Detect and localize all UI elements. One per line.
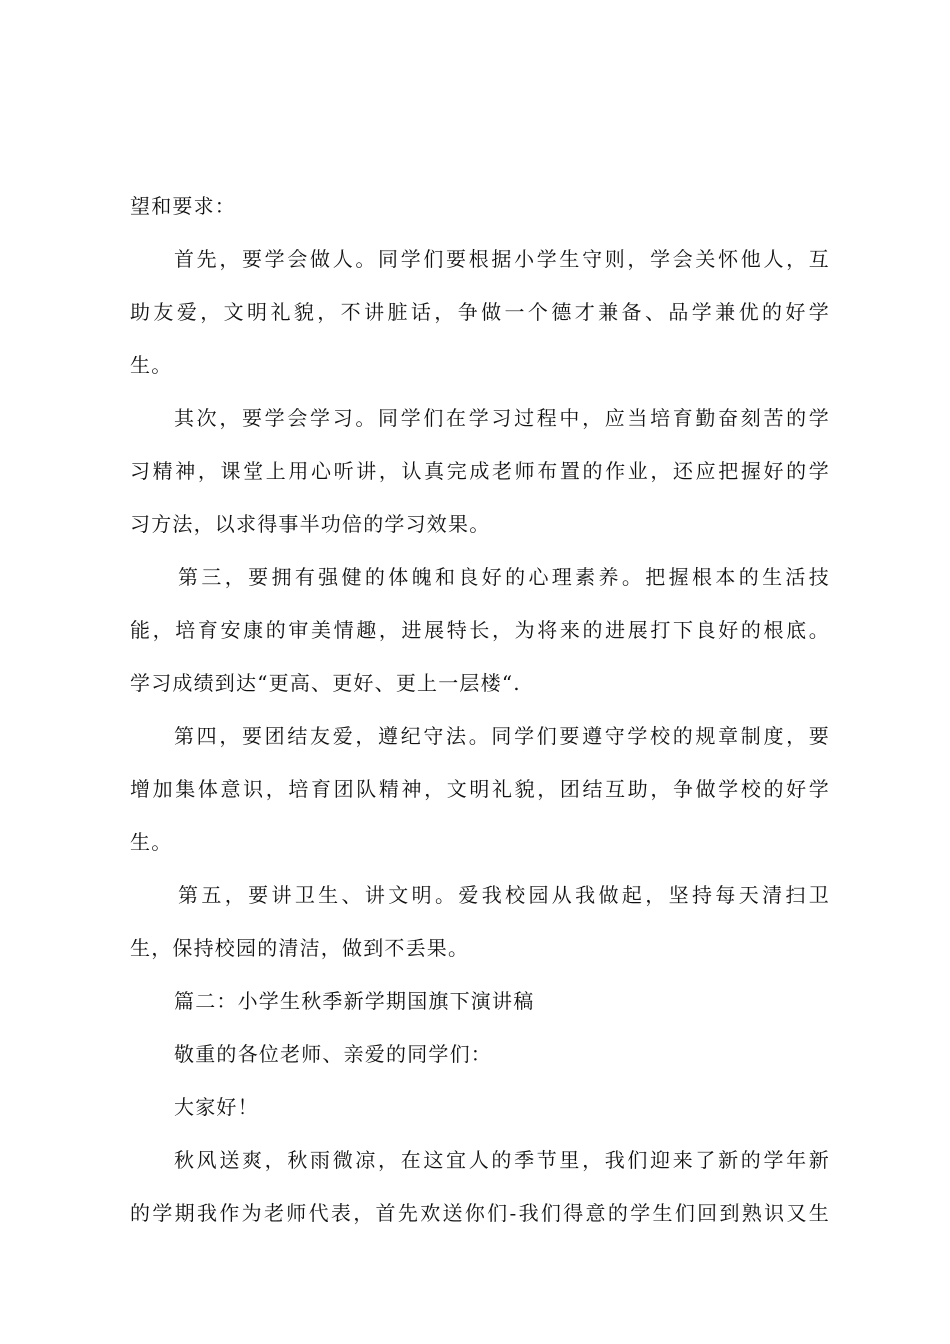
paragraph-first-line: 其次，要学会学习。同学们在学习过程中，应当培育勤奋刻苦的学 bbox=[174, 406, 830, 430]
paragraph-first-line: 首先，要学会做人。同学们要根据小学生守则，学会关怀他人，互 bbox=[174, 247, 830, 271]
paragraph-first-line: 秋风送爽，秋雨微凉，在这宜人的季节里，我们迎来了新的学年新 bbox=[174, 1148, 830, 1172]
text-line: 增加集体意识，培育团队精神，文明礼貌，团结互助，争做学校的好学 bbox=[130, 777, 830, 801]
paragraph-first-line: 第三，要拥有强健的体魄和良好的心理素养。把握根本的生活技 bbox=[178, 565, 830, 589]
text-line: 能，培育安康的审美情趣，进展特长，为将来的进展打下良好的根底。 bbox=[130, 618, 830, 642]
greeting: 大家好！ bbox=[174, 1095, 259, 1119]
text-line: 学习成绩到达“更高、更好、更上一层楼“. bbox=[130, 671, 521, 695]
paragraph-first-line: 第五，要讲卫生、讲文明。爱我校园从我做起，坚持每天清扫卫 bbox=[178, 883, 830, 907]
text-line: 习精神，课堂上用心听讲，认真完成老师布置的作业，还应把握好的学 bbox=[130, 459, 830, 483]
text-line: 助友爱，文明礼貌，不讲脏话，争做一个德才兼备、品学兼优的好学 bbox=[130, 300, 830, 324]
paragraph-first-line: 第四，要团结友爱，遵纪守法。同学们要遵守学校的规章制度，要 bbox=[174, 724, 830, 748]
section-heading: 篇二：小学生秋季新学期国旗下演讲稿 bbox=[174, 989, 535, 1013]
document-body bbox=[130, 180, 830, 1240]
text-line: 习方法，以求得事半功倍的学习效果。 bbox=[130, 512, 491, 536]
text-line: 望和要求： bbox=[130, 194, 236, 218]
text-line: 生。 bbox=[130, 353, 173, 377]
text-line: 生，保持校园的清洁，做到不丢果。 bbox=[130, 936, 470, 960]
text-line: 生。 bbox=[130, 830, 173, 854]
salutation: 敬重的各位老师、亲爱的同学们： bbox=[174, 1042, 492, 1066]
text-line: 的学期我作为老师代表，首先欢送你们-我们得意的学生们回到熟识又生 bbox=[130, 1201, 830, 1225]
